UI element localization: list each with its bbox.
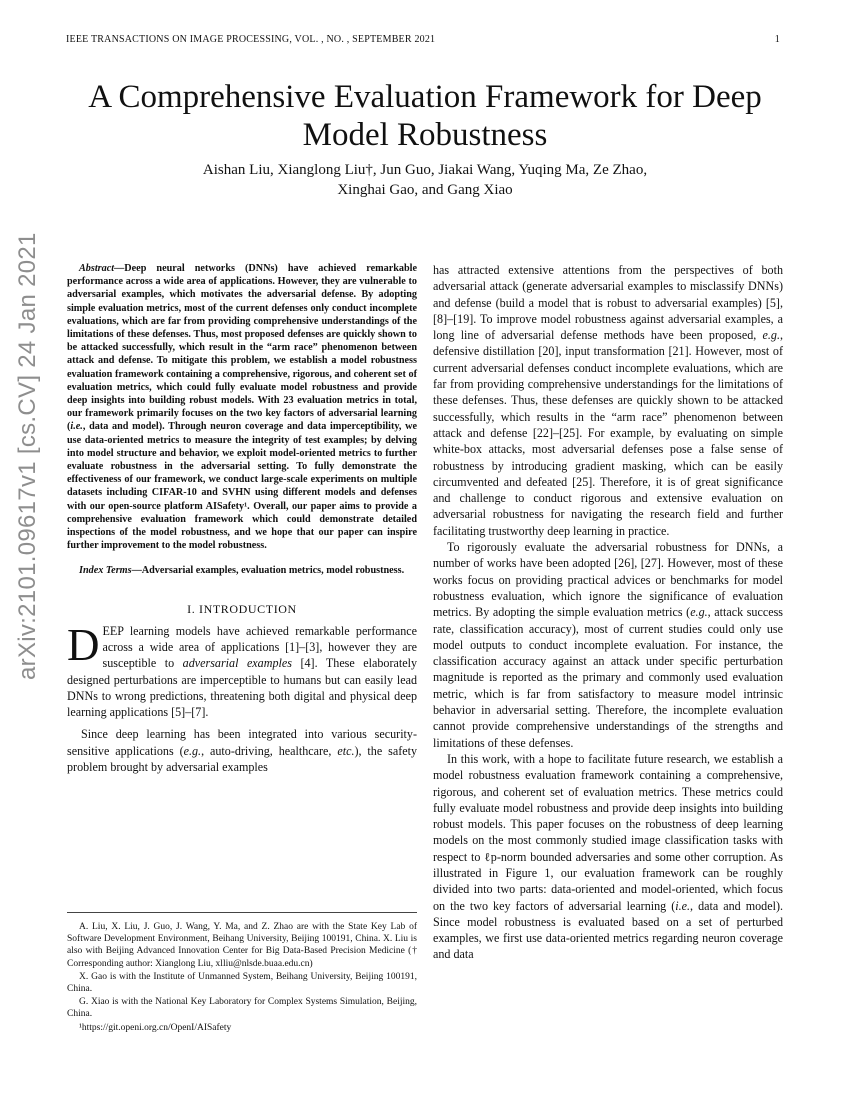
running-header [66, 34, 780, 48]
footnote-affiliation-2: X. Gao is with the Institute of Unmanned System, Beihang University, Beijing 100191, China. [67, 971, 417, 995]
intro-p2-eg: e.g. [183, 743, 202, 758]
drop-cap: D [67, 619, 100, 670]
right-column [433, 262, 783, 963]
left-column [67, 262, 417, 775]
abstract [67, 262, 417, 552]
author-line-1: Aishan Liu, Xianglong Liu†, Jun Guo, Jiakai Wang, Yuqing Ma, Ze Zhao, [202, 162, 648, 178]
intro-p1-text-b: [4]. These elaborately designed perturbations are imperceptible to humans but can easily lead DNNs to wrong predictions, threatening both digital and physical deep learning applications [5]–[7]. [67, 656, 417, 720]
right-p2-text-a: To rigorously evaluate the adversarial robustness for DNNs, a number of works have been adopted [26], [27]. However, most of these works focus on providing practical advices or benchmarks for model robustness evaluation, which ignore the significance of evaluation metrics. By adopting the simple evaluation metrics ( [433, 540, 783, 620]
right-p2-text-b: , attack success rate, classification accuracy), most of current studies could only use model outputs to conduct incomplete evaluation. For instance, the classification accuracy against an attack under specific perturbation magnitude is reported as the primary and commonly used evaluation metric, which is far from satisfactory to measure model intrinsic behavior in adversarial setting. Therefore, the incomplete evaluation cannot provide comprehensive understandings of the strengths and limitations of these defenses. [433, 605, 783, 750]
right-paragraph-3 [433, 751, 783, 963]
journal-name: IEEE TRANSACTIONS ON IMAGE PROCESSING, VOL. , NO. , SEPTEMBER 2021 [66, 34, 436, 45]
page-number: 1 [774, 34, 780, 45]
section-heading-introduction: I. INTRODUCTION [187, 601, 297, 616]
index-terms [67, 564, 417, 577]
intro-p2-text-c: ), the safety problem brought by adversarial examples [67, 743, 417, 775]
right-paragraph-1 [433, 262, 783, 539]
author-list [120, 160, 730, 200]
right-p3-text-a: In this work, with a hope to facilitate future research, we establish a model robustness evaluation framework containing a comprehensive, rigorous, and coherent set of evaluation metrics. These metrics could fully evaluate model robustness and provide deep insights into building robust models. This paper focuses on the robustness of deep learning models on the most commonly studied image classification tasks with respect to ℓp-norm bounded adversaries and some other corruption. As illustrated in Figure 1, our evaluation framework can be roughly divided into two parts: data-oriented and model-oriented, which focus on the two key factors of adversarial learning ( [433, 751, 783, 913]
intro-p2-text-b: , auto-driving, healthcare, [201, 743, 338, 758]
right-paragraph-2 [433, 539, 783, 751]
right-p1-text-b: , defensive distillation [20], input transformation [21]. However, most of current adversarial defenses conduct incomplete evaluations, which are far from providing comprehensive understandings for the limitations of these defenses. Thus, these defenses are quickly shown to be attacked successfully, which results in the “arm race” phenomenon between attack and defense [22]–[25]. For example, by evaluating on simple white-box attacks, most adversarial defenses pose a false sense of robustness by introducing gradient masking, which can be easily circumvented and defeated [25]. Therefore, it is of great significance and challenge to conduct rigorous and extensive evaluation on adversarial robustness for navigating the research field and further facilitating trustworthy deep learning in practice. [433, 328, 783, 538]
index-terms-lead: Index Terms [79, 565, 132, 577]
right-p3-ie: i.e. [675, 898, 691, 913]
footnote-url: ¹https://git.openi.org.cn/OpenI/AISafety [79, 1022, 232, 1033]
intro-paragraph-1 [67, 619, 417, 721]
abstract-ie: i.e. [70, 421, 83, 433]
intro-p1-emphasis: adversarial examples [182, 656, 292, 671]
right-p1-text-a: has attracted extensive attentions from the perspectives of both adversarial attack (generate adversarial examples to misclassify DNNs) and defense (build a model that is robust to adversarial examples) [5], [8]–[19]. To improve model robustness against adversarial examples, a long line of adversarial defense methods have been proposed, [433, 263, 783, 343]
footnote-affiliation-1: A. Liu, X. Liu, J. Guo, J. Wang, Y. Ma, and Z. Zhao are with the State Key Lab of Software Development Environment, Beihang University, Beijing 100191, China. X. Liu is also with Beijing Advanced Innovation Center for Big Data-Based Precision Medicine († Corresponding author: Xianglong Liu, xlliu@nlsde.buaa.edu.cn) [67, 922, 417, 969]
index-terms-text: —Adversarial examples, evaluation metrics, model robustness. [131, 565, 405, 577]
intro-p2-text-a: Since deep learning has been integrated into various security-sensitive applications ( [67, 727, 417, 758]
intro-p1-text-a: EEP learning models have achieved remarkable performance across a wide area of applications [1]–[3], however they are susceptible to [102, 623, 417, 671]
paper-title: A Comprehensive Evaluation Framework for Deep Model Robustness [88, 79, 762, 153]
abstract-lead: Abstract— [79, 263, 125, 274]
right-p2-eg: e.g. [690, 605, 708, 620]
author-line-2: Xinghai Gao, and Gang Xiao [337, 182, 513, 198]
arxiv-stamp: arXiv:2101.09617v1 [cs.CV] 24 Jan 2021 [14, 232, 41, 680]
abstract-text-2: , data and model). Through neuron coverage and data imperceptibility, we use data-oriented metrics to measure the integrity of test examples; by delving into model structure and behavior, we exploit model-oriented metrics to further evaluate robustness in the adversarial setting. To fully demonstrate the effectiveness of our framework, we conduct large-scale experiments on multiple datasets including CIFAR-10 and SVHN using different models and defenses with our open-source platform AISafety¹. Overall, our paper aims to provide a comprehensive evaluation framework which could demonstrate detailed inspections of the model robustness, and we hope that our paper can inspire further improvement to the model robustness. [67, 421, 417, 552]
abstract-text-1: Deep neural networks (DNNs) have achieved remarkable performance across a wide area of applications. However, they are vulnerable to adversarial examples, which motivates the adversarial defense. By adopting simple evaluation metrics, most of the current defenses only conduct incomplete evaluations, which are far from providing comprehensive understandings of the limitations of these defenses. Thus, most proposed defenses are quickly shown to be attacked successfully, which result in the “arm race” phenomenon between attack and defense. To mitigate this problem, we establish a model robustness evaluation framework containing a comprehensive, rigorous, and coherent set of evaluation metrics, which could fully evaluate model robustness and provide deep insights into building robust models. With 23 evaluation metrics in total, our framework primarily focuses on the two key factors of adversarial learning ( [67, 263, 417, 433]
footnotes [67, 912, 417, 1035]
intro-p2-etc: etc. [337, 743, 355, 758]
right-p3-text-b: , data and model). Since model robustness is evaluated based on a set of perturbed examples, we first use data-oriented metrics regarding neuron coverage and data [433, 898, 783, 962]
right-p1-eg: e.g. [762, 328, 780, 343]
footnote-affiliation-3: G. Xiao is with the National Key Laboratory for Complex Systems Simulation, Beijing, China. [67, 997, 417, 1020]
intro-paragraph-2 [67, 726, 417, 775]
